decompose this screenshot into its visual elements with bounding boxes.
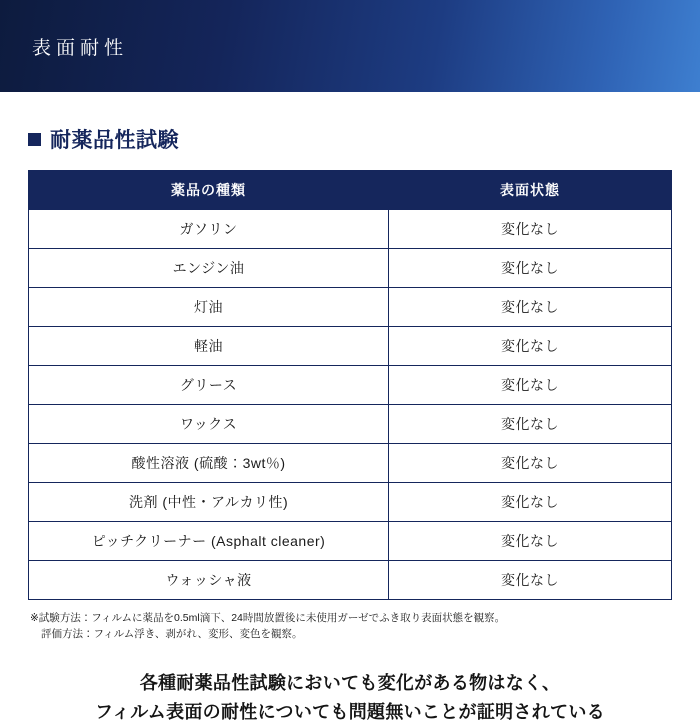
- cell-chemical: ガソリン: [29, 210, 389, 249]
- square-bullet-icon: [28, 133, 41, 146]
- cell-surface-state: 変化なし: [389, 249, 672, 288]
- cell-chemical: ウォッシャ液: [29, 561, 389, 600]
- cell-surface-state: 変化なし: [389, 522, 672, 561]
- column-header-chemical: 薬品の種類: [29, 171, 389, 210]
- table-header: [29, 171, 672, 210]
- table-row: [29, 522, 672, 561]
- cell-chemical: グリース: [29, 366, 389, 405]
- table-row: [29, 288, 672, 327]
- chemical-resistance-table: [28, 170, 672, 600]
- cell-surface-state: 変化なし: [389, 288, 672, 327]
- cell-chemical: ピッチクリーナー (Asphalt cleaner): [29, 522, 389, 561]
- footnote-evaluation-method: 評価方法：フィルム浮き、剥がれ、変形、変色を観察。: [41, 628, 303, 641]
- table-row: [29, 444, 672, 483]
- content-area: [0, 92, 700, 728]
- table-row: [29, 327, 672, 366]
- cell-chemical: 酸性溶液 (硫酸：3wt％): [29, 444, 389, 483]
- table-row: [29, 561, 672, 600]
- section-heading: [28, 124, 672, 154]
- conclusion-line-2: フィルム表面の耐性についても問題無いことが証明されている: [95, 702, 605, 723]
- footnote-test-method: ※試験方法：フィルムに薬品を0.5ml滴下、24時間放置後に未使用ガーゼでふき取り表面状態を観察。: [30, 612, 506, 624]
- table-row: [29, 249, 672, 288]
- table-row: [29, 366, 672, 405]
- cell-surface-state: 変化なし: [389, 210, 672, 249]
- table-row: [29, 210, 672, 249]
- cell-chemical: 軽油: [29, 327, 389, 366]
- conclusion-line-1: 各種耐薬品性試験においても変化がある物はなく、: [139, 672, 561, 693]
- cell-chemical: エンジン油: [29, 249, 389, 288]
- cell-chemical: ワックス: [29, 405, 389, 444]
- cell-surface-state: 変化なし: [389, 405, 672, 444]
- cell-surface-state: 変化なし: [389, 366, 672, 405]
- cell-surface-state: 変化なし: [389, 444, 672, 483]
- cell-chemical: 洗剤 (中性・アルカリ性): [29, 483, 389, 522]
- page-title: 表面耐性: [32, 37, 129, 59]
- column-header-surface-state: 表面状態: [389, 171, 672, 210]
- header-banner: [0, 0, 700, 92]
- cell-surface-state: 変化なし: [389, 561, 672, 600]
- table-row: [29, 405, 672, 444]
- section-heading-label: 耐薬品性試験: [50, 129, 179, 152]
- table-row: [29, 483, 672, 522]
- cell-surface-state: 変化なし: [389, 327, 672, 366]
- table-body: [29, 210, 672, 600]
- table-header-row: [29, 171, 672, 210]
- cell-surface-state: 変化なし: [389, 483, 672, 522]
- footnotes: [30, 610, 670, 643]
- conclusion-text: [28, 669, 672, 728]
- cell-chemical: 灯油: [29, 288, 389, 327]
